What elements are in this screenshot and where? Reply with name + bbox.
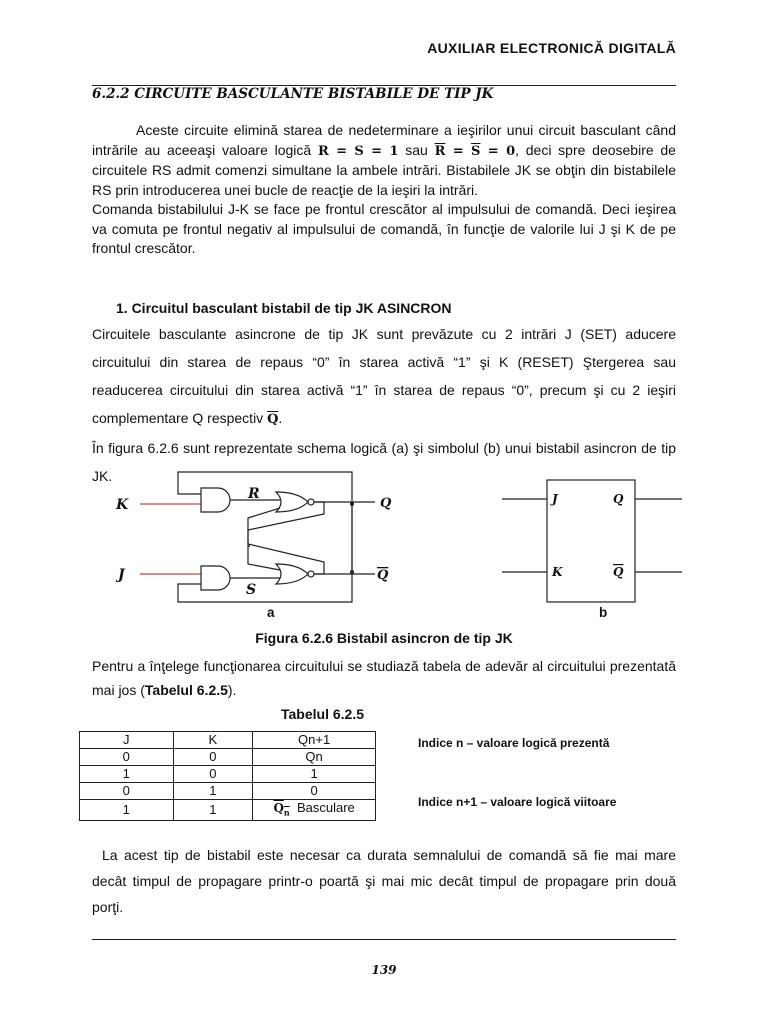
table-cell xyxy=(253,800,376,821)
table-title: Tabelul 6.2.5 xyxy=(281,706,364,722)
table-row xyxy=(80,783,376,800)
table-header-cell: Qn+1 xyxy=(253,732,376,749)
table-row xyxy=(80,800,376,821)
table-cell-basculare: Basculare xyxy=(296,800,355,815)
feedback-wire-top xyxy=(178,472,352,572)
after-figure-text-a: Pentru a înţelege funcţionarea circuitului se studiază tabela de adevăr al circuitului prezentată mai jos ( xyxy=(92,658,676,698)
after-figure-text-end: ). xyxy=(227,682,237,698)
note-index-n-plus-1: Indice n+1 – valoare logică viitoare xyxy=(418,795,617,809)
cross-wire-1b xyxy=(248,546,280,570)
equation-s-bar: $\overline{S}$ xyxy=(471,143,481,159)
table-header-cell: K xyxy=(173,732,253,749)
nor-bottom-bubble xyxy=(308,571,314,577)
nor-gate-bottom xyxy=(276,564,308,584)
table-cell: 0 xyxy=(173,766,253,783)
q-bar-subscript: n xyxy=(283,807,290,818)
table-cell: 0 xyxy=(173,749,253,766)
junction-dot-bottom xyxy=(350,570,354,574)
table-cell: 1 xyxy=(253,766,376,783)
after-figure-text xyxy=(92,654,676,702)
feedback-wire-bottom xyxy=(178,504,352,602)
closing-paragraph: La acest tip de bistabil este necesar ca durata semnalului de comandă să fie mai mare decât timpul de propagare printr-o poartă şi mai mic decât timpul de propagare prin două porţi. xyxy=(92,847,676,915)
table-cell: 0 xyxy=(80,749,174,766)
body-paragraph-4: În figura 6.2.6 sunt reprezentate schema logică (a) şi simbolul (b) unui bistabil asincron de tip JK. xyxy=(92,440,676,484)
nor-gate-top xyxy=(276,492,308,512)
intro-p1-text: Aceste circuite elimină starea de nedeterminare a ieşirilor unui circuit basculant când intrările au aceeaşi valoare logică xyxy=(92,122,676,158)
body-p3-text: Circuitele basculante asincrone de tip JK sunt prevăzute cu 2 intrări J (SET) aducere circuitului din starea de repaus “0” în starea activă “1” şi K (RESET) Ştergerea sau readucerea circuitului din starea activă “1” în starea de repaus “0”, precum şi cu 2 ieşiri complementare Q respectiv xyxy=(92,326,676,426)
table-cell: 0 xyxy=(80,783,174,800)
table-reference: Tabelul 6.2.5 xyxy=(144,682,228,698)
body-p3-end: . xyxy=(278,410,283,426)
label-q: Q xyxy=(380,496,392,511)
page-number: 139 xyxy=(371,963,397,977)
table-cell: 1 xyxy=(80,766,174,783)
intro-paragraph-1 xyxy=(92,121,676,200)
intro-text xyxy=(92,121,676,259)
table-cell: 1 xyxy=(173,783,253,800)
figure-caption: Figura 6.2.6 Bistabil asincron de tip JK xyxy=(255,630,513,646)
jk-logic-schematic xyxy=(100,468,420,608)
equation-zero: = 0 xyxy=(480,143,516,159)
jk-symbol xyxy=(500,476,685,606)
equation-equals: = xyxy=(445,143,472,159)
table-row xyxy=(80,749,376,766)
symbol-label-q-bar: Q xyxy=(613,565,624,579)
q-bar-symbol: $\overline{Q}$ xyxy=(267,412,279,427)
intro-paragraph-2: Comanda bistabilului J-K se face pe frontul crescător al impulsului de comandă. Deci ieşirea va comuta pe frontul negativ al impulsului de comandă, în funcţie de valorile lui J şi K de pe frontul crescător. xyxy=(92,201,676,256)
body-paragraph-3 xyxy=(92,320,676,434)
intro-p1-rest: , deci spre deosebire de circuitele RS admit comenzi simultane la ambele intrări. Bistabilele JK se obţin din bistabilele RS prin introducerea unei bucle de reacţie de la ieşiri la intrări. xyxy=(92,141,676,198)
table-cell: 0 xyxy=(253,783,376,800)
equation-r-equals-s-one: R = S = 1 xyxy=(317,143,399,159)
note-index-n: Indice n – valoare logică prezentă xyxy=(418,736,610,750)
table-cell: Qn xyxy=(253,749,376,766)
table-header-row xyxy=(80,732,376,749)
label-k: K xyxy=(116,497,129,513)
table-cell: 1 xyxy=(80,800,174,821)
symbol-label-q: Q xyxy=(613,492,624,506)
cross-wire-1 xyxy=(248,502,324,546)
label-s: S xyxy=(246,582,257,598)
q-bar-n xyxy=(273,801,290,818)
table-cell: 1 xyxy=(173,800,253,821)
label-r: R xyxy=(248,486,260,502)
footer-divider xyxy=(92,939,676,940)
figure-sub-a: a xyxy=(267,605,275,620)
body-text xyxy=(92,320,676,490)
table-header-cell: J xyxy=(80,732,174,749)
figure-sub-b: b xyxy=(599,605,608,620)
q-bar-letter: Q xyxy=(273,801,284,815)
header-title: AUXILIAR ELECTRONICĂ DIGITALĂ xyxy=(427,40,676,56)
closing-text xyxy=(92,842,676,920)
and-gate-j xyxy=(201,566,230,590)
and-gate-k xyxy=(201,488,230,512)
symbol-label-j: J xyxy=(552,492,558,506)
nor-top-bubble xyxy=(308,499,314,505)
table-row xyxy=(80,766,376,783)
symbol-label-k: K xyxy=(552,565,563,579)
equation-r-bar: $\overline{R}$ xyxy=(434,143,446,159)
truth-table xyxy=(79,731,376,821)
junction-dot-top xyxy=(350,502,354,506)
intro-p1-sau: sau xyxy=(398,141,435,158)
subsection-title: 1. Circuitul basculant bistabil de tip JK ASINCRON xyxy=(116,300,452,316)
label-j: J xyxy=(118,567,125,583)
label-q-bar: Q xyxy=(377,568,389,583)
section-title: 6.2.2 CIRCUITE BASCULANTE BISTABILE DE TIP JK xyxy=(92,86,494,102)
